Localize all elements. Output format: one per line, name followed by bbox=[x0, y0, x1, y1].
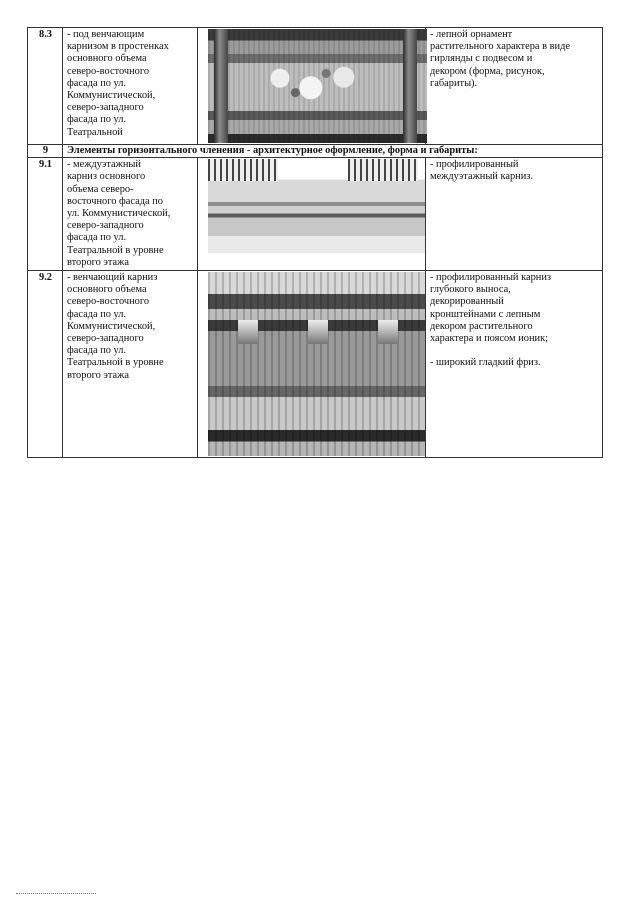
text-line: северо-западного bbox=[67, 220, 144, 232]
text-line: - междуэтажный bbox=[67, 159, 141, 171]
element-description bbox=[426, 158, 603, 271]
element-description bbox=[426, 28, 603, 145]
scan-artifact-line bbox=[16, 893, 96, 895]
text-line: объема северо- bbox=[67, 183, 134, 195]
text-line: - венчающий карниз bbox=[67, 272, 158, 284]
photo-cell bbox=[198, 28, 426, 145]
photo-detail bbox=[308, 320, 328, 344]
text-line: кронштейнами с лепным bbox=[430, 308, 541, 320]
photo-detail bbox=[378, 320, 398, 344]
text-line: характера и поясом ионик; bbox=[430, 333, 549, 345]
photo-detail bbox=[348, 159, 418, 181]
row-number: 9.1 bbox=[28, 158, 63, 271]
element-location bbox=[63, 28, 198, 145]
text-line: Театральной bbox=[67, 126, 123, 138]
cornice-ornament-photo bbox=[208, 29, 427, 143]
text-line: - профилированный карниз bbox=[430, 272, 552, 284]
text-line: северо-западного bbox=[67, 333, 144, 345]
text-line: - под венчающим bbox=[67, 29, 145, 40]
text-line: второго этажа bbox=[67, 369, 129, 381]
element-location bbox=[63, 271, 198, 458]
text-line: фасада по ул. bbox=[67, 232, 127, 244]
photo-detail bbox=[258, 59, 368, 107]
crowning-cornice-photo bbox=[208, 272, 425, 456]
section-number: 9 bbox=[28, 145, 63, 158]
table-row bbox=[28, 271, 603, 458]
photo-cell bbox=[198, 271, 426, 458]
text-line: северо-восточного bbox=[67, 65, 150, 77]
section-title: Элементы горизонтального членения - архитектурное оформление, форма и габариты: bbox=[63, 145, 603, 158]
photo-cell bbox=[198, 158, 426, 271]
text-line: декором растительного bbox=[430, 320, 533, 332]
text-line: - широкий гладкий фриз. bbox=[430, 357, 541, 369]
text-line: декорированный bbox=[430, 296, 504, 308]
text-line: карнизом в простенках bbox=[67, 41, 169, 53]
element-description bbox=[426, 271, 603, 458]
photo-detail bbox=[403, 29, 417, 143]
text-line: восточного фасада по bbox=[67, 195, 163, 207]
photo-detail bbox=[238, 320, 258, 344]
table-row bbox=[28, 28, 603, 145]
text-line: Театральной в уровне bbox=[67, 357, 164, 369]
text-line bbox=[430, 345, 599, 357]
row-number: 8.3 bbox=[28, 28, 63, 145]
text-line: карниз основного bbox=[67, 171, 146, 183]
text-line: междуэтажный карниз. bbox=[430, 171, 533, 183]
photo-detail bbox=[214, 29, 228, 143]
text-line: глубокого выноса, bbox=[430, 284, 511, 296]
text-line: основного объема bbox=[67, 284, 147, 296]
text-line: - профилированный bbox=[430, 159, 519, 171]
photo-detail bbox=[208, 159, 278, 181]
text-line: фасада по ул. bbox=[67, 345, 127, 357]
text-line: второго этажа bbox=[67, 256, 129, 268]
text-line: фасада по ул. bbox=[67, 308, 127, 320]
text-line: габариты). bbox=[430, 77, 478, 89]
row-number: 9.2 bbox=[28, 271, 63, 458]
text-line: - лепной орнамент bbox=[430, 29, 513, 40]
heritage-elements-table bbox=[27, 27, 603, 458]
text-line: основного объема bbox=[67, 53, 147, 65]
interfloor-cornice-photo bbox=[208, 159, 425, 253]
text-line: северо-западного bbox=[67, 102, 144, 114]
element-location bbox=[63, 158, 198, 271]
text-line: северо-восточного bbox=[67, 296, 150, 308]
text-line: декором (форма, рисунок, bbox=[430, 65, 545, 77]
text-line: Коммунистической, bbox=[67, 320, 156, 332]
text-line: Театральной в уровне bbox=[67, 244, 164, 256]
section-header-row bbox=[28, 145, 603, 158]
text-line: Коммунистической, bbox=[67, 90, 156, 102]
text-line: гирлянды с подвесом и bbox=[430, 53, 533, 65]
text-line: растительного характера в виде bbox=[430, 41, 570, 53]
table-row bbox=[28, 158, 603, 271]
text-line: ул. Коммунистической, bbox=[67, 208, 171, 220]
text-line: фасада по ул. bbox=[67, 77, 127, 89]
text-line: фасада по ул. bbox=[67, 114, 127, 126]
